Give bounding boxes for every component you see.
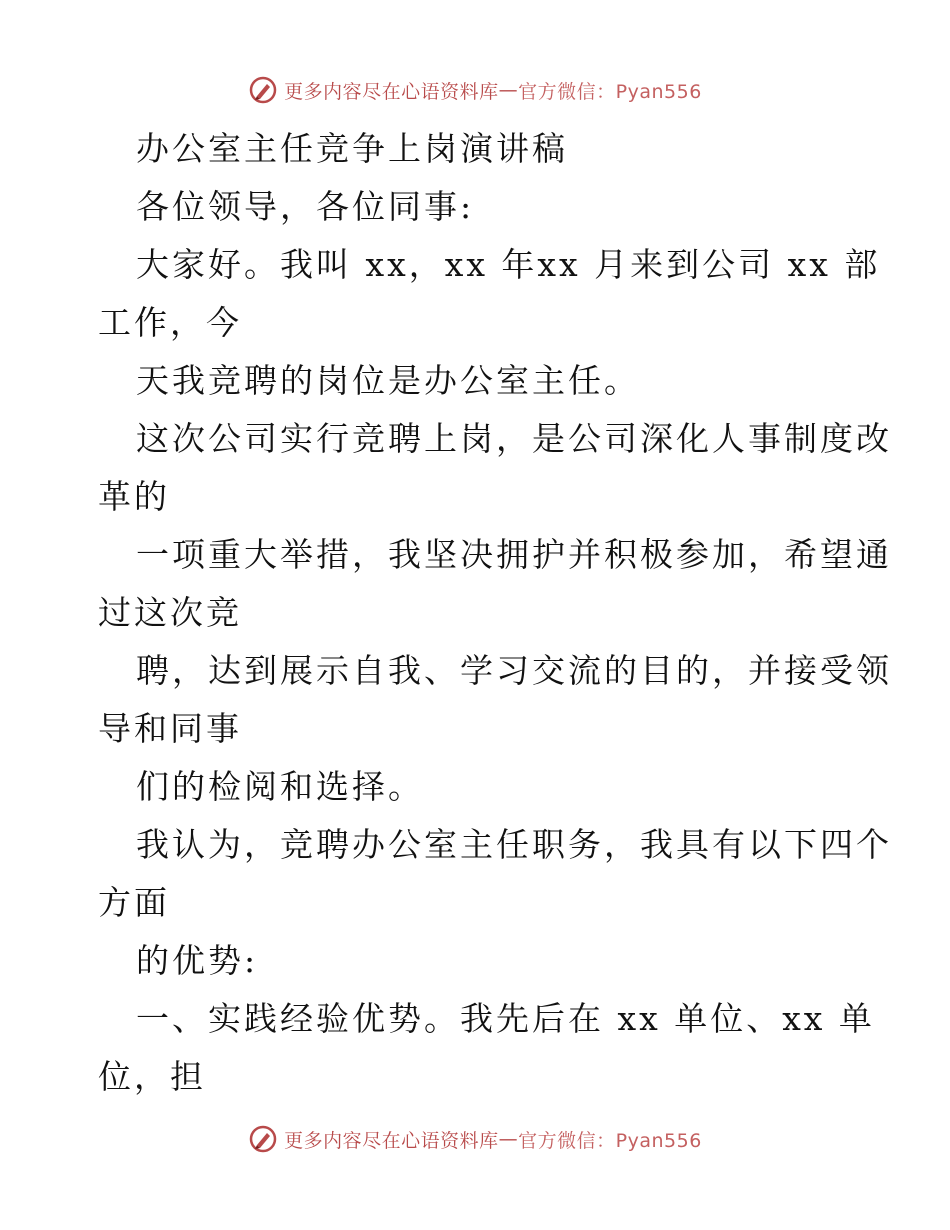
text-line: 方面 — [98, 883, 170, 922]
text-line: 一、实践经验优势。我先后在 xx 单位、xx 单 — [136, 999, 875, 1038]
document-title: 办公室主任竞争上岗演讲稿 — [136, 129, 568, 168]
text-line: 大家好。我叫 xx，xx 年xx 月来到公司 xx 部 — [136, 245, 881, 284]
pen-logo-icon — [248, 75, 278, 105]
text-line: 位，担 — [98, 1057, 206, 1096]
text-line: 这次公司实行竞聘上岗，是公司深化人事制度改 — [136, 419, 892, 458]
pen-logo-icon — [248, 1124, 278, 1154]
watermark-separator: — — [498, 1128, 519, 1150]
text-line: 天我竞聘的岗位是办公室主任。 — [136, 361, 640, 400]
header-watermark — [0, 72, 950, 108]
text-line: 一项重大举措，我坚决拥护并积极参加，希望通 — [136, 535, 892, 574]
text-line: 革的 — [98, 477, 170, 516]
watermark-separator: — — [498, 79, 519, 101]
text-line: 过这次竞 — [98, 593, 242, 632]
text-line: 的优势: — [136, 941, 259, 980]
watermark-wechat-text: 官方微信：Pyan556 — [518, 1129, 702, 1152]
watermark-site-text: 更多内容尽在心语资料库 — [284, 1129, 499, 1152]
watermark-site-text: 更多内容尽在心语资料库 — [284, 80, 499, 103]
document-body — [98, 120, 892, 1106]
watermark-wechat-text: 官方微信：Pyan556 — [518, 80, 702, 103]
text-line: 聘，达到展示自我、学习交流的目的，并接受领 — [136, 651, 892, 690]
text-line: 们的检阅和选择。 — [136, 767, 424, 806]
text-line: 我认为，竞聘办公室主任职务，我具有以下四个 — [136, 825, 892, 864]
text-line: 各位领导，各位同事: — [136, 187, 475, 226]
text-line: 工作，今 — [98, 303, 242, 342]
text-line: 导和同事 — [98, 709, 242, 748]
footer-watermark — [0, 1121, 950, 1157]
